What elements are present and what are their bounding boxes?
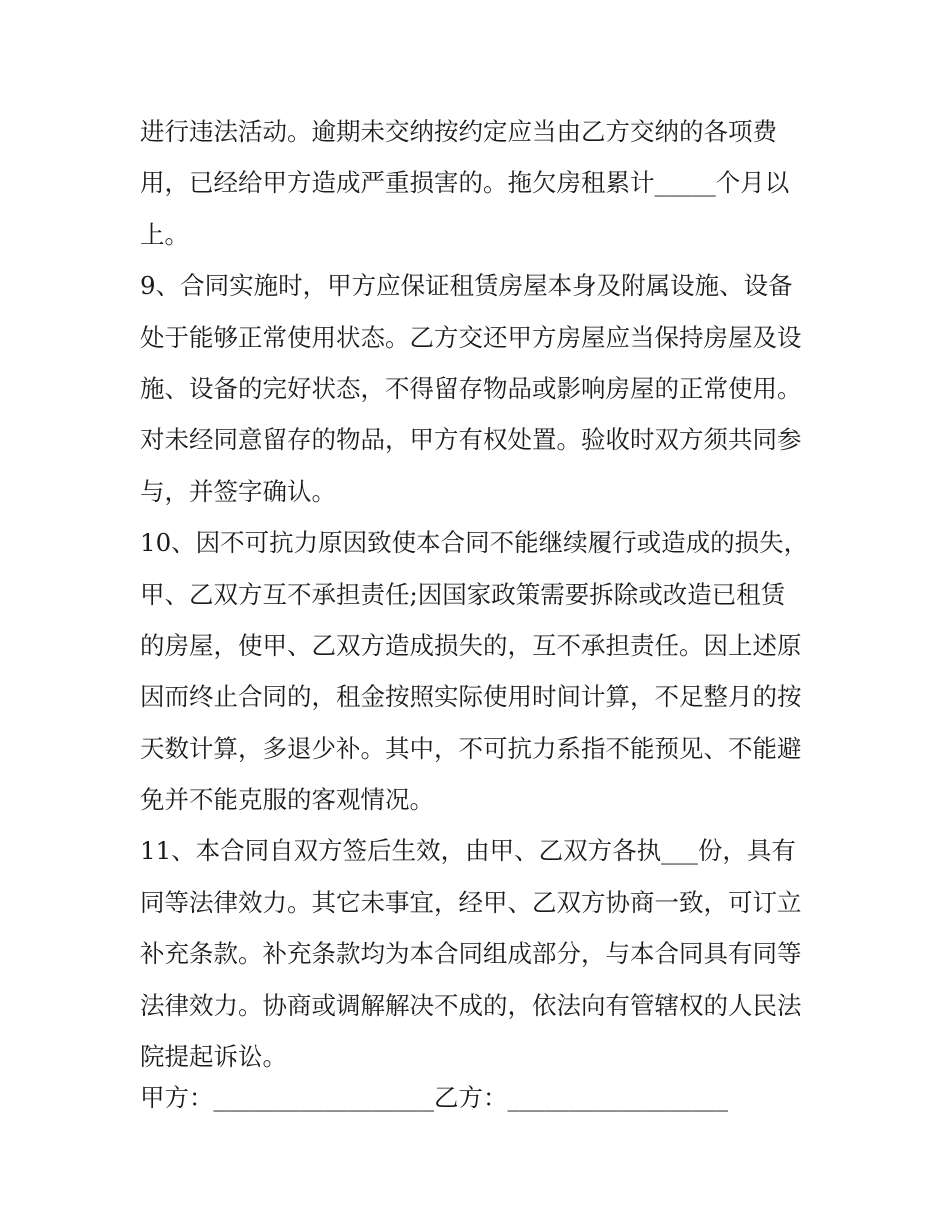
text-line: 因而终止合同的，租金按照实际使用时间计算，不足整月的按 bbox=[140, 682, 802, 712]
text-line: 免并不能克服的客观情况。 bbox=[140, 785, 434, 815]
text-line: 补充条款。补充条款均为本合同组成部分，与本合同具有同等 bbox=[140, 939, 802, 969]
text-line: 的房屋，使甲、乙双方造成损失的，互不承担责任。因上述原 bbox=[140, 630, 802, 660]
text-line: 甲、乙双方互不承担责任;因国家政策需要拆除或改造已租赁 bbox=[140, 579, 786, 609]
text-line: 上。 bbox=[140, 219, 189, 249]
text-line: 法律效力。协商或调解解决不成的，依法向有管辖权的人民法 bbox=[140, 990, 802, 1020]
clause-11-line: 11、本合同自双方签后生效，由甲、乙双方各执___份，具有 bbox=[140, 836, 796, 866]
signature-line: 甲方：__________________乙方：__________________ bbox=[140, 1083, 728, 1112]
text-line: 施、设备的完好状态，不得留存物品或影响房屋的正常使用。 bbox=[140, 373, 802, 403]
text-line: 院提起诉讼。 bbox=[140, 1042, 287, 1072]
contract-body bbox=[140, 106, 820, 1082]
text-line: 对未经同意留存的物品，甲方有权处置。验收时双方须共同参 bbox=[140, 425, 802, 455]
clause-10-line: 10、因不可抗力原因致使本合同不能继续履行或造成的损失， bbox=[140, 528, 809, 558]
text-line: 与，并签字确认。 bbox=[140, 476, 336, 506]
text-line: 用，已经给甲方造成严重损害的。拖欠房租累计_____个月以 bbox=[140, 168, 790, 198]
clause-9-line: 9、合同实施时，甲方应保证租赁房屋本身及附属设施、设备 bbox=[140, 271, 793, 301]
text-line: 处于能够正常使用状态。乙方交还甲方房屋应当保持房屋及设 bbox=[140, 322, 802, 352]
text-line: 同等法律效力。其它未事宜，经甲、乙双方协商一致，可订立 bbox=[140, 887, 802, 917]
text-line: 进行违法活动。逾期未交纳按约定应当由乙方交纳的各项费 bbox=[140, 117, 777, 146]
text-line: 天数计算，多退少补。其中，不可抗力系指不能预见、不能避 bbox=[140, 733, 802, 763]
